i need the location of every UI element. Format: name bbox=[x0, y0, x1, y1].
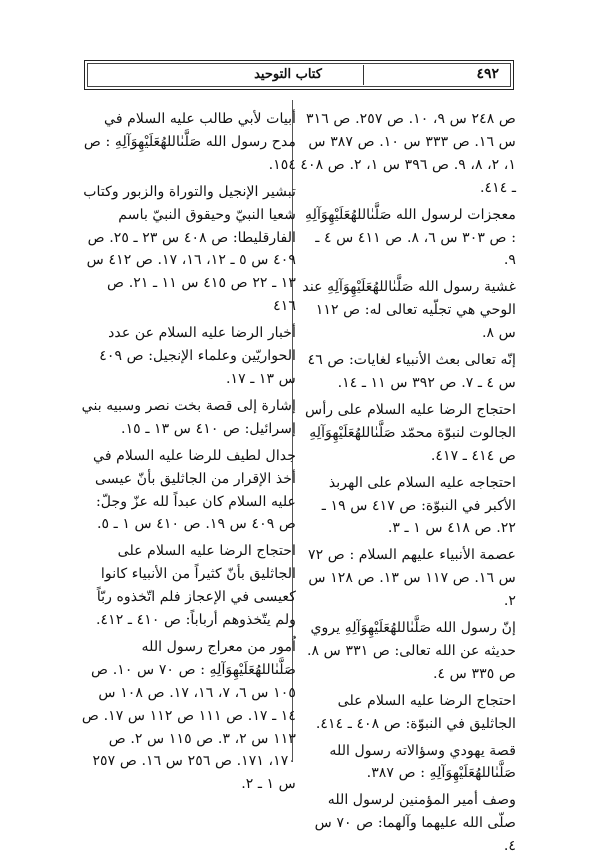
index-entry: غشية رسول الله صَلَّىٰاللهُعَلَيْهِوَآلِهِ عند الوحي هي تجلّيه تعالى له: ص ١١٢ س ٨. bbox=[302, 279, 516, 342]
index-entry: أخبار الرضا عليه السلام عن عدد الحواريّين وعلماء الإنجيل: ص ٤٠٩ س ١٣ ـ ١٧. bbox=[99, 325, 296, 387]
index-entry: وصف أمير المؤمنين لرسول الله صلّى الله عليهما وآلهما: ص ٧٠ س ٤. bbox=[314, 792, 516, 855]
index-entry: ص ٢٤٨ س ٩، ١٠. ص ٢٥٧. ص ٣١٦ س ١٦. ص ٣٣٣ س ١٠. ص ٣٨٧ س ١، ٢، ٨، ٩. ص ٣٩٦ س ١، ٢. ص ٤٠٨ ـ ٤١٤. bbox=[300, 111, 516, 196]
right-column bbox=[300, 108, 516, 862]
running-header bbox=[84, 60, 514, 90]
index-entry: عصمة الأنبياء عليهم السلام : ص ٧٢ س ١٦. ص ١١٧ س ١٣. ص ١٢٨ س ٢. bbox=[308, 547, 516, 610]
index-entry: احتجاج الرضا عليه السلام على رأس الجالوت لنبوّة محمّد صَلَّىٰاللهُعَلَيْهِوَآلِهِ ص ٤١٤ ـ ٤١٧. bbox=[305, 401, 516, 464]
book-title: كتاب التوحيد bbox=[254, 67, 322, 82]
index-entry: أبيات لأبي طالب عليه السلام في مدح رسول الله صَلَّىٰاللهُعَلَيْهِوَآلِهِ : ص ١٥٤. bbox=[83, 111, 296, 173]
index-entry: اُمور من معراج رسول الله صَلَّىٰاللهُعَلَيْهِوَآلِهِ : ص ٧٠ س ١٠. ص ١٠٥ س ٦، ٧، ١٦، ١٧. ص ١٠٨ س ١٤ ـ ١٧. ص ١١١ ص ١١٢ س ١٧. ص ١١٣ س ٢، ٣. ص ١١٥ س ٢. ص ١٧٠، ١٧١. ص ٢٥٦ س ١٦. ص ٢٥٧ س ١ ـ ٢. bbox=[81, 638, 296, 793]
index-entry: تبشير الإنجيل والتوراة والزبور وكتاب شعيا النبيّ وحيقوق النبيّ باسم الفارقليطا: ص ٤٠٨ س ٢٣ ـ ٢٥. ص ٤٠٩ س ٥ ـ ١٢، ١٦، ١٧. ص ٤١٢ س ١٣ ـ ٢٢ ص ٤١٥ س ١١ ـ ٢١. ص ٤١٦ bbox=[83, 183, 296, 315]
page-number: ٤٩٢ bbox=[476, 66, 499, 82]
index-entry: إشارة إلى قصة بخت نصر وسبيه بني إسرائيل: ص ٤١٠ س ١٣ ـ ١٥. bbox=[81, 397, 296, 437]
index-entry: احتجاجه عليه السلام على الهربذ الأكبر في النبوّة: ص ٤١٧ س ١٩ ـ ٢٢. ص ٤١٨ س ١ ـ ٣. bbox=[321, 474, 516, 537]
index-entry: جدال لطيف للرضا عليه السلام في أخذ الإقرار من الجاثليق بأنّ عيسى عليه السلام كان عبداً لله عزّ وجلّ: ص ٤٠٩ س ١٩. ص ٤١٠ س ١ ـ ٥. bbox=[93, 447, 296, 533]
index-entry: احتجاج الرضا عليه السلام على الجاثليق بأنّ كثيراً من الأنبياء كانوا كعيسى في الإعجاز فلم اتّخذوه ربّاً ولم يتّخذوهم أرباباً: ص ٤١٠ ـ ٤١٢. bbox=[96, 543, 296, 629]
index-entry: إنّه تعالى بعث الأنبياء لغايات: ص ٤٦ س ٤ ـ ٧. ص ٣٩٢ س ١١ ـ ١٤. bbox=[307, 352, 516, 391]
left-column bbox=[80, 108, 296, 800]
index-entry: احتجاج الرضا عليه السلام على الجاثليق في النبوّة: ص ٤٠٨ ـ ٤١٤. bbox=[315, 692, 516, 732]
header-divider bbox=[363, 65, 364, 85]
index-entry: قصة يهودي وسؤالاته رسول الله صَلَّىٰاللهُعَلَيْهِوَآلِهِ : ص ٣٨٧. bbox=[329, 742, 516, 782]
index-entry: إنّ رسول الله صَلَّىٰاللهُعَلَيْهِوَآلِهِ يروي حديثه عن الله تعالى: ص ٣٣١ س ٨. ص ٣٣٥ س ٤. bbox=[307, 620, 516, 682]
index-entry: معجزات لرسول الله صَلَّىٰاللهُعَلَيْهِوَآلِهِ : ص ٣٠٣ س ٦، ٨. ص ٤١١ س ٤ ـ ٩. bbox=[305, 206, 516, 269]
